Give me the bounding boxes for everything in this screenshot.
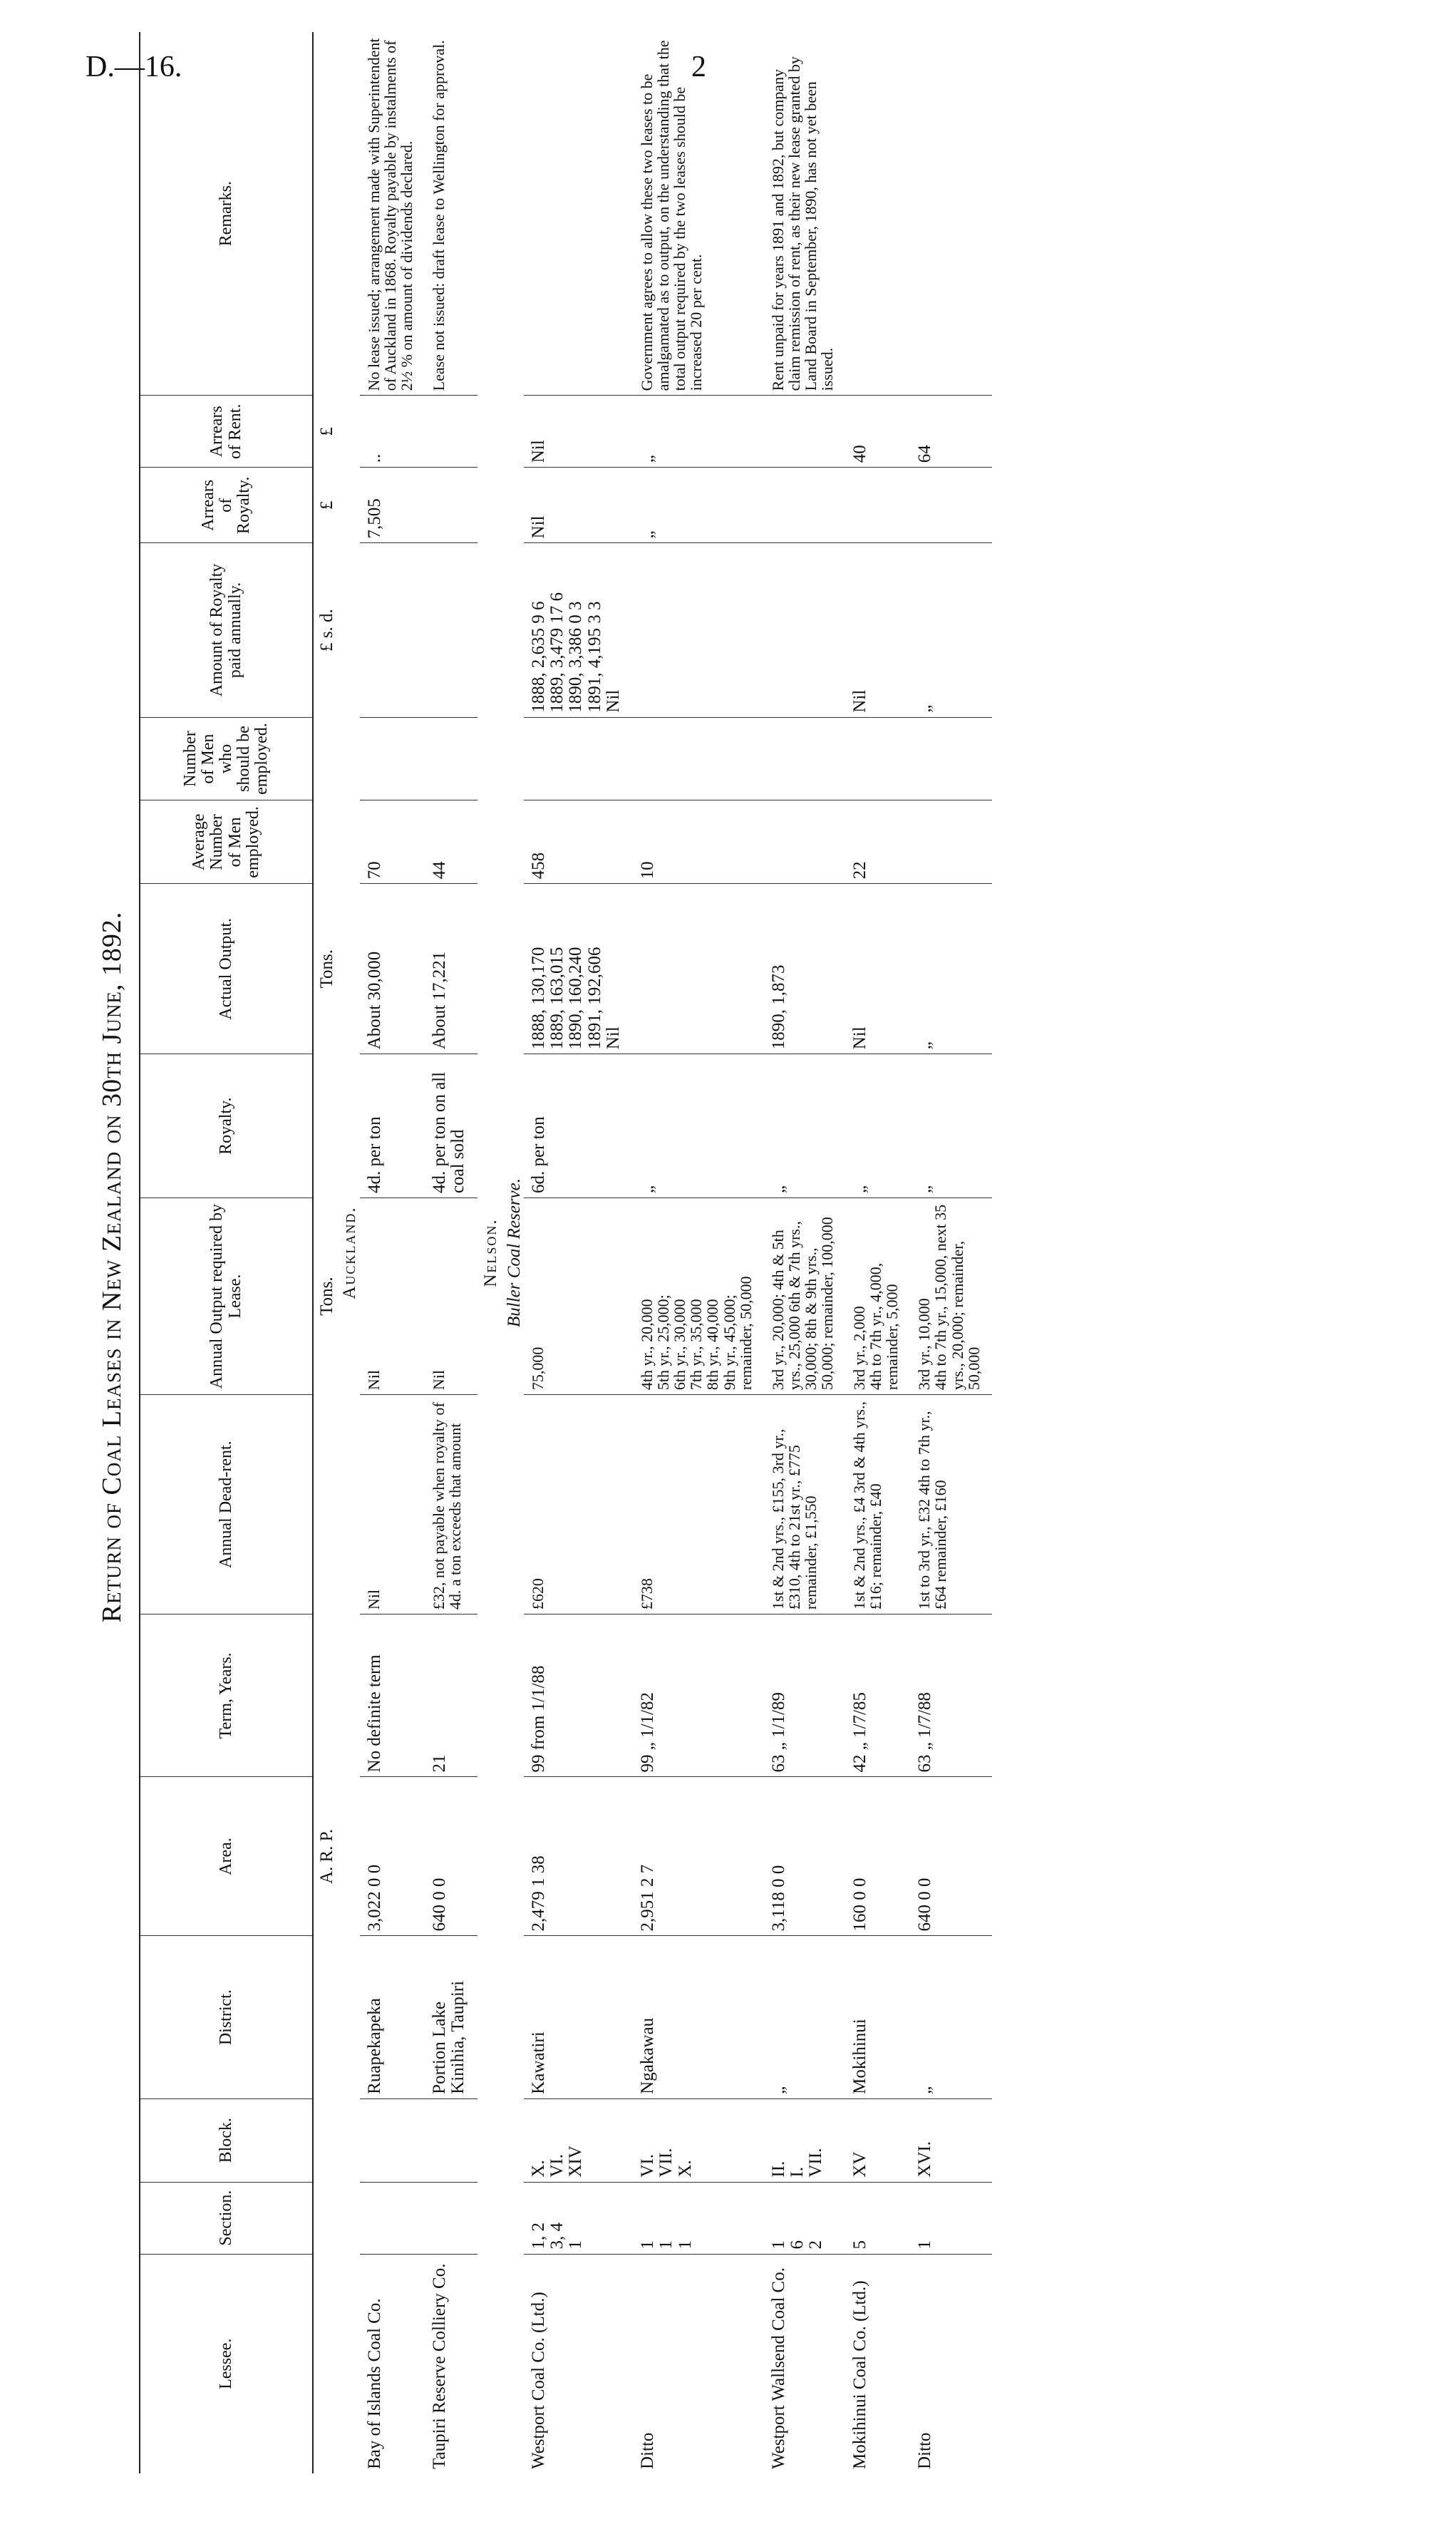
section-auckland: Auckland. [340, 1206, 360, 1299]
cell-actual-output: 1888, 130,170 1889, 163,015 1890, 160,240 1891, 192,606 Nil [524, 884, 633, 1054]
cell-district: „ [910, 1936, 991, 2098]
cell-royalty: 4d. per ton on all coal sold [425, 1054, 478, 1198]
cell-arrears-rent: 64 [910, 396, 991, 468]
cell-royalty-paid [360, 543, 425, 717]
cell-remarks: Government agrees to allow these two leases to be amalgamated as to output, on the understanding that the total output required by the two leases should be increased 20 per cent. [633, 32, 764, 396]
cell-royalty-paid [425, 543, 478, 717]
col-lessee: Lessee. [140, 2254, 313, 2473]
cell-block: XV [845, 2098, 910, 2182]
units-row [313, 32, 336, 2473]
col-men-employed: Average Number of Men employed. [140, 800, 313, 884]
cell-men-should [764, 717, 845, 800]
cell-block [425, 2098, 478, 2182]
header-row [140, 32, 313, 2473]
page-title: Return of Coal Leases in New Zealand on 30th June, 1892. [97, 911, 127, 1623]
cell-royalty-paid: „ [910, 543, 991, 717]
col-arrears-royalty: Arrears of Royalty. [140, 468, 313, 543]
cell-royalty: „ [845, 1054, 910, 1198]
cell-output-required: 3rd yr., 2,000 4th to 7th yr., 4,000, remainder, 5,000 [845, 1198, 910, 1395]
arrears-royalty-units: £ [317, 500, 336, 510]
cell-arrears-rent: „ [633, 396, 764, 468]
cell-output-required: 4th yr., 20,000 5th yr., 25,000; 6th yr., 30,000 7th yr., 35,000 8th yr., 40,000 9th yr., 45,000; remainder, 50,000 [633, 1198, 764, 1395]
cell-royalty-paid [633, 543, 764, 717]
cell-output-required: 75,000 [524, 1198, 633, 1395]
col-arrears-rent: Arrears of Rent. [140, 396, 313, 468]
cell-men-employed: 44 [425, 800, 478, 884]
cell-lessee: Mokihinui Coal Co. (Ltd.) [850, 2280, 870, 2469]
cell-men-should [360, 717, 425, 800]
cell-men-employed: 458 [524, 800, 633, 884]
cell-remarks: Lease not issued: draft lease to Wellington for approval. [425, 32, 478, 396]
cell-area: 160 0 0 [845, 1777, 910, 1936]
cell-royalty: „ [633, 1054, 764, 1198]
output-units: Tons. [317, 1277, 336, 1316]
cell-men-should [910, 717, 991, 800]
col-section: Section. [140, 2182, 313, 2254]
cell-royalty: „ [910, 1054, 991, 1198]
col-actual-output: Actual Output. [140, 884, 313, 1054]
subsection-heading-row [501, 32, 524, 2473]
table-row [524, 32, 633, 2473]
cell-term: 99 from 1/1/88 [524, 1614, 633, 1777]
cell-district: Ngakawau [633, 1936, 764, 2098]
section-heading-row [477, 32, 500, 2473]
cell-section: 1 [910, 2182, 991, 2254]
table-row [764, 32, 845, 2473]
cell-actual-output: About 30,000 [360, 884, 425, 1054]
cell-output-required: Nil [360, 1198, 425, 1395]
cell-dead-rent: Nil [360, 1395, 425, 1614]
page-number: 2 [691, 51, 706, 83]
cell-block [360, 2098, 425, 2182]
cell-arrears-royalty: 7,505 [360, 468, 425, 543]
cell-arrears-rent: Nil [524, 396, 633, 468]
cell-arrears-rent [425, 396, 478, 468]
col-royalty: Royalty. [140, 1054, 313, 1198]
cell-remarks [910, 32, 991, 396]
cell-term: 99 „ 1/1/82 [633, 1614, 764, 1777]
cell-lessee: Ditto [638, 2432, 658, 2469]
cell-area: 2,479 1 38 [524, 1777, 633, 1936]
cell-area: 2,951 2 7 [633, 1777, 764, 1936]
cell-lessee: Bay of Islands Coal Co. [364, 2298, 384, 2469]
cell-arrears-royalty [764, 468, 845, 543]
cell-block: VI. VII. X. [633, 2098, 764, 2182]
cell-remarks: No lease issued; arrangement made with Superintendent of Auckland in 1868. Royalty payable by instalments of 2½ % on amount of dividends declared. [360, 32, 425, 396]
cell-block: XVI. [910, 2098, 991, 2182]
cell-remarks [524, 32, 633, 396]
cell-section [360, 2182, 425, 2254]
cell-district: Mokihinui [845, 1936, 910, 2098]
cell-remarks: Rent unpaid for years 1891 and 1892, but company claim remission of rent, as their new lease granted by Land Board in September, 1890, has not yet been issued. [764, 32, 845, 396]
cell-actual-output [633, 884, 764, 1054]
cell-royalty: 6d. per ton [524, 1054, 633, 1198]
cell-output-required: Nil [425, 1198, 478, 1395]
cell-block: X. VI. XIV [524, 2098, 633, 2182]
cell-royalty-paid [764, 543, 845, 717]
cell-term: 42 „ 1/7/85 [845, 1614, 910, 1777]
section-heading-row [336, 32, 359, 2473]
cell-royalty-paid: 1888, 2,635 9 6 1889, 3,479 17 6 1890, 3,386 0 3 1891, 4,195 3 3 Nil [524, 543, 633, 717]
cell-dead-rent: £32, not payable when royalty of 4d. a ton exceeds that amount [425, 1395, 478, 1614]
cell-lessee: Taupiri Reserve Colliery Co. [429, 2263, 449, 2469]
area-units: A. R. P. [317, 1828, 336, 1885]
cell-district: „ [764, 1936, 845, 2098]
cell-men-should [633, 717, 764, 800]
cell-arrears-royalty: Nil [524, 468, 633, 543]
col-district: District. [140, 1936, 313, 2098]
cell-men-should [524, 717, 633, 800]
cell-section: 1 6 2 [764, 2182, 845, 2254]
cell-output-required: 3rd yr., 20,000; 4th & 5th yrs., 25,000 6th & 7th yrs., 30,000; 8th & 9th yrs., 50,000; remainder, 100,000 [764, 1198, 845, 1395]
section-buller: Buller Coal Reserve. [504, 1178, 524, 1327]
cell-remarks [845, 32, 910, 396]
cell-arrears-royalty [425, 468, 478, 543]
cell-section: 1, 2 3, 4 1 [524, 2182, 633, 2254]
cell-royalty-paid: Nil [845, 543, 910, 717]
arrears-rent-units: £ [317, 427, 336, 436]
cell-area: 3,022 0 0 [360, 1777, 425, 1936]
cell-men-employed: 22 [845, 800, 910, 884]
cell-arrears-rent: .. [360, 396, 425, 468]
cell-dead-rent: £738 [633, 1395, 764, 1614]
cell-area: 640 0 0 [910, 1777, 991, 1936]
cell-royalty: „ [764, 1054, 845, 1198]
table-row [425, 32, 478, 2473]
cell-men-employed: 10 [633, 800, 764, 884]
cell-arrears-rent: 40 [845, 396, 910, 468]
cell-lessee: Westport Coal Co. (Ltd.) [528, 2292, 548, 2469]
cell-area: 3,118 0 0 [764, 1777, 845, 1936]
royalty-paid-units: £ s. d. [317, 609, 336, 651]
cell-district: Kawatiri [524, 1936, 633, 2098]
cell-men-employed [764, 800, 845, 884]
cell-arrears-royalty [910, 468, 991, 543]
col-block: Block. [140, 2098, 313, 2182]
cell-arrears-royalty [845, 468, 910, 543]
cell-men-should [845, 717, 910, 800]
actual-units: Tons. [317, 949, 336, 989]
col-area: Area. [140, 1777, 313, 1936]
cell-arrears-rent [764, 396, 845, 468]
col-term: Term, Years. [140, 1614, 313, 1777]
nelson-rows [524, 32, 992, 2473]
col-remarks: Remarks. [140, 32, 313, 396]
table-row [910, 32, 991, 2473]
cell-district: Ruapekapeka [360, 1936, 425, 2098]
cell-dead-rent: 1st & 2nd yrs., £4 3rd & 4th yrs., £16; remainder, £40 [845, 1395, 910, 1614]
cell-arrears-royalty: „ [633, 468, 764, 543]
cell-lessee: Westport Wallsend Coal Co. [768, 2267, 788, 2469]
cell-block: II. I. VII. [764, 2098, 845, 2182]
coal-leases-table [139, 32, 992, 2473]
col-men-should: Number of Men who should be employed. [140, 717, 313, 800]
cell-actual-output: About 17,221 [425, 884, 478, 1054]
cell-dead-rent: £620 [524, 1395, 633, 1614]
cell-area: 640 0 0 [425, 1777, 478, 1936]
cell-royalty: 4d. per ton [360, 1054, 425, 1198]
table-row [633, 32, 764, 2473]
cell-term: 21 [425, 1614, 478, 1777]
cell-section: 5 [845, 2182, 910, 2254]
section-nelson: Nelson. [481, 1218, 501, 1287]
cell-men-employed [910, 800, 991, 884]
cell-men-employed: 70 [360, 800, 425, 884]
cell-output-required: 3rd yr., 10,000 4th to 7th yr., 15,000, next 35 yrs., 20,000; remainder, 50,000 [910, 1198, 991, 1395]
table-row [845, 32, 910, 2473]
col-dead-rent: Annual Dead-rent. [140, 1395, 313, 1614]
table-row [360, 32, 425, 2473]
cell-district: Portion Lake Kinihia, Taupiri [425, 1936, 478, 2098]
col-royalty-paid: Amount of Royalty paid annually. [140, 543, 313, 717]
cell-dead-rent: 1st to 3rd yr., £32 4th to 7th yr., £64 remainder, £160 [910, 1395, 991, 1614]
cell-men-should [425, 717, 478, 800]
cell-section [425, 2182, 478, 2254]
cell-actual-output: „ [910, 884, 991, 1054]
cell-term: 63 „ 1/1/89 [764, 1614, 845, 1777]
cell-section: 1 1 1 [633, 2182, 764, 2254]
cell-lessee: Ditto [915, 2432, 935, 2469]
cell-term: No definite term [360, 1614, 425, 1777]
col-output-required: Annual Output required by Lease. [140, 1198, 313, 1395]
cell-actual-output: Nil [845, 884, 910, 1054]
cell-term: 63 „ 1/7/88 [910, 1614, 991, 1777]
auckland-rows [360, 32, 478, 2473]
cell-actual-output: 1890, 1,873 [764, 884, 845, 1054]
cell-dead-rent: 1st & 2nd yrs., £155, 3rd yr., £310, 4th to 21st yr., £775 remainder, £1,550 [764, 1395, 845, 1614]
document-reference: D.—16. [86, 51, 182, 83]
